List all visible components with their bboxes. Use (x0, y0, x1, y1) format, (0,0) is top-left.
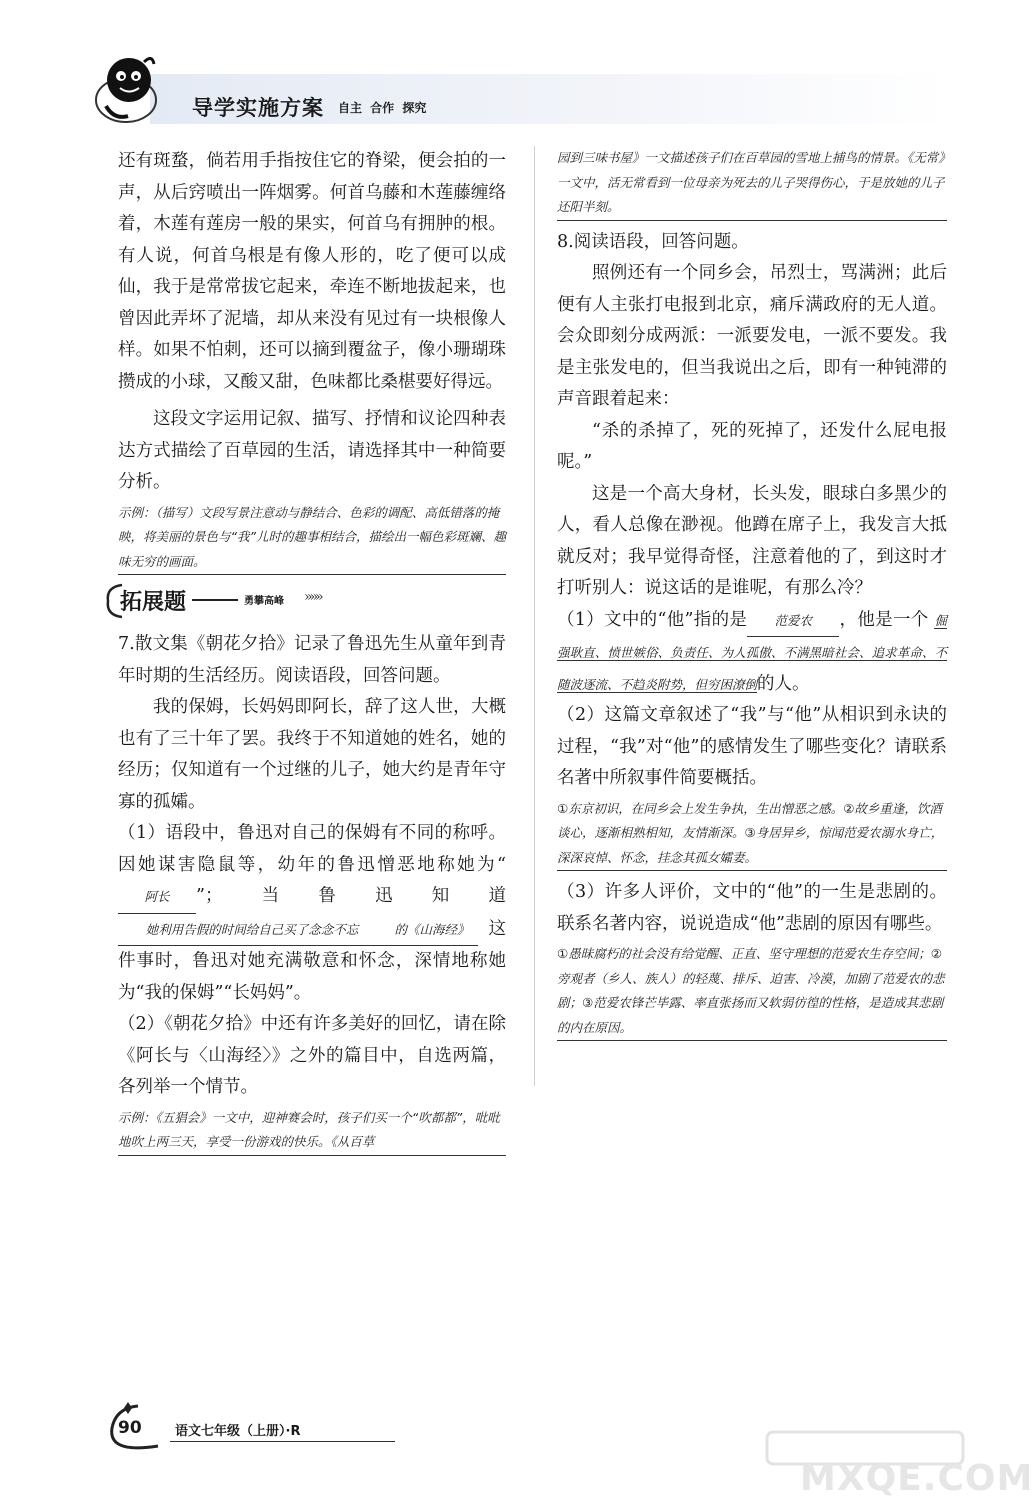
q8-sub2-answer: ①东京初识，在同乡会上发生争执，生出憎恶之感。②故乡重逢，饮酒谈心，逐渐相熟相知，友情渐深。③身居异乡，惊闻范爱农溺水身亡，深深哀悼、怀念，挂念其孤女孀妻。 (557, 797, 947, 872)
left-column (118, 146, 506, 1162)
q7-stem: 7.散文集《朝花夕拾》记录了鲁迅先生从童年到青年时期的生活经历。阅读语段，回答问题。 (118, 634, 506, 686)
q8-sub1-fill-2: 倔强耿直、愤世嫉俗、负责任、为人孤傲、不满黑暗社会、追求革命、不随波逐流、不趋炎附势，但穷困潦倒 (557, 612, 947, 692)
header-subtitle: 自主 合作 探究 (338, 101, 427, 115)
q7-sub2: （2）《朝花夕拾》中还有许多美好的回忆，请在除《阿长与〈山海经〉》之外的篇目中，自选两篇，各列举一个情节。 (118, 1014, 506, 1097)
q8-sub1-part-a: （1）文中的“他”指的是 (557, 609, 748, 630)
footer-line (170, 1441, 395, 1442)
page-footer (0, 1380, 1033, 1499)
q8-para-1: 照例还有一个同乡会，吊烈士，骂满洲；此后便有人主张打电报到北京，痛斥满政府的无人道。会众即刻分成两派：一派要发电，一派不要发。我是主张发电的，但当我说出之后，即有一种钝滞的声音跟着起来： (557, 263, 947, 409)
q8-sub2: （2）这篇文章叙述了“我”与“他”从相识到永诀的过程，“我”对“他”的感情发生了哪些变化？请联系名著中所叙事件简要概括。 (557, 705, 947, 788)
question-text: 这段文字运用记叙、描写、抒情和议论四种表达方式描绘了百草园的生活，请选择其中一种简要分析。 (118, 409, 506, 492)
right-column (557, 146, 947, 1047)
q8-sub1-part-c: 的人。 (757, 673, 810, 694)
q7-sub1-fill-1: 阿长 (118, 881, 196, 914)
chevrons-icon: »»» (304, 589, 321, 605)
q7-sub2-answer: 示例：《五猖会》一文中，迎神赛会时，孩子们买一个“吹都都”，吡吡地吹上两三天，享受一份游戏的快乐。《从百草 (118, 1106, 506, 1156)
q8-sub1-fill-1: 范爱农 (747, 605, 839, 638)
q8-sub3: （3）许多人评价，文中的“他”的一生是悲剧的。联系名著内容，说说造成“他”悲剧的原因有哪些。 (557, 882, 947, 934)
header-title: 导学实施方案 (192, 96, 324, 120)
q7-sub1 (118, 818, 506, 1009)
extension-heading (102, 581, 506, 625)
extension-subtitle: 勇攀高峰 (244, 596, 284, 607)
q8-para-3: 这是一个高大身材，长头发，眼球白多黑少的人，看人总像在渺视。他蹲在席子上，我发言大抵就反对；我早觉得奇怪，注意着他的了，到这时才打听别人：说这话的是谁呢，有那么冷？ (557, 483, 947, 598)
q8-sub1-part-b: ，他是一个 (839, 609, 929, 630)
watermark-text: MXQE.COM (800, 1458, 1033, 1499)
page-header (0, 0, 1000, 150)
mascot-logo-icon (92, 50, 162, 128)
footer-book-title: 语文七年级（上册）·R (175, 1424, 301, 1439)
q7-sub1-part-a: （1）语段中，鲁迅对自己的保姆有不同的称呼。因她谋害隐鼠等，幼年的鲁迅憎恶地称她为“ (118, 823, 506, 875)
q7-sub1-part-b: ”；当鲁迅知道 (196, 886, 506, 906)
answer-text: 示例：（描写）文段写景注意动与静结合、色彩的调配、高低错落的掩映，将美丽的景色与“我”儿时的趣事相结合，描绘出一幅色彩斑斓、趣味无穷的画面。 (118, 501, 506, 576)
q7-answer-continued: 园到三味书屋》一文描述孩子们在百草园的雪地上捕鸟的情景。《无常》一文中，活无常看到一位母亲为死去的儿子哭得伤心，于是放她的儿子还阳半刻。 (557, 146, 947, 221)
q7-sub1-fill-2a: 她利用告假的时间给自己买了念念不忘 (118, 914, 386, 947)
passage-continued: 还有斑蝥，倘若用手指按住它的脊梁，便会拍的一声，从后窍喷出一阵烟雾。何首乌藤和木莲藤缠络着，木莲有莲房一般的果实，何首乌有拥肿的根。有人说，何首乌根是有像人形的，吃了便可以成仙，我于是常常拔它起来，牵连不断地拔起来，也曾因此弄坏了泥墙，却从来没有见过有一块根像人样。如果不怕刺，还可以摘到覆盆子，像小珊瑚珠攒成的小球，又酸又甜，色味都比桑椹要好得远。 (118, 151, 506, 392)
q8-stem: 8.阅读语段，回答问题。 (557, 231, 749, 252)
q8-para-2: “杀的杀掉了，死的死掉了，还发什么屁电报呢。” (557, 420, 947, 472)
page-number: 90 (118, 1418, 142, 1438)
q8-sub1 (557, 605, 947, 701)
q7-passage: 我的保姆，长妈妈即阿长，辞了这人世，大概也有了三十年了罢。我终于不知道她的姓名，她的经历；仅知道有一个过继的儿子，她大约是青年守寡的孤孀。 (118, 697, 506, 812)
extension-title: 拓展题 (120, 590, 187, 615)
q8-sub3-answer: ①愚昧腐朽的社会没有给觉醒、正直、坚守理想的范爱农生存空间；②旁观者（乡人、族人）的轻蔑、排斥、迫害、冷漠，加剧了范爱农的悲剧；③范爱农锋芒毕露、率直张扬而又软弱彷徨的性格，是造成其悲剧的内在原因。 (557, 942, 947, 1041)
q7-sub1-part-c: 这件事时，鲁迅对她充满敬意和怀念，深情地称她为“我的保姆”“长妈妈”。 (118, 918, 506, 1003)
extension-dash (192, 599, 238, 601)
q7-sub1-fill-2b: 的《山海经》 (386, 914, 478, 947)
column-divider (534, 146, 535, 1086)
